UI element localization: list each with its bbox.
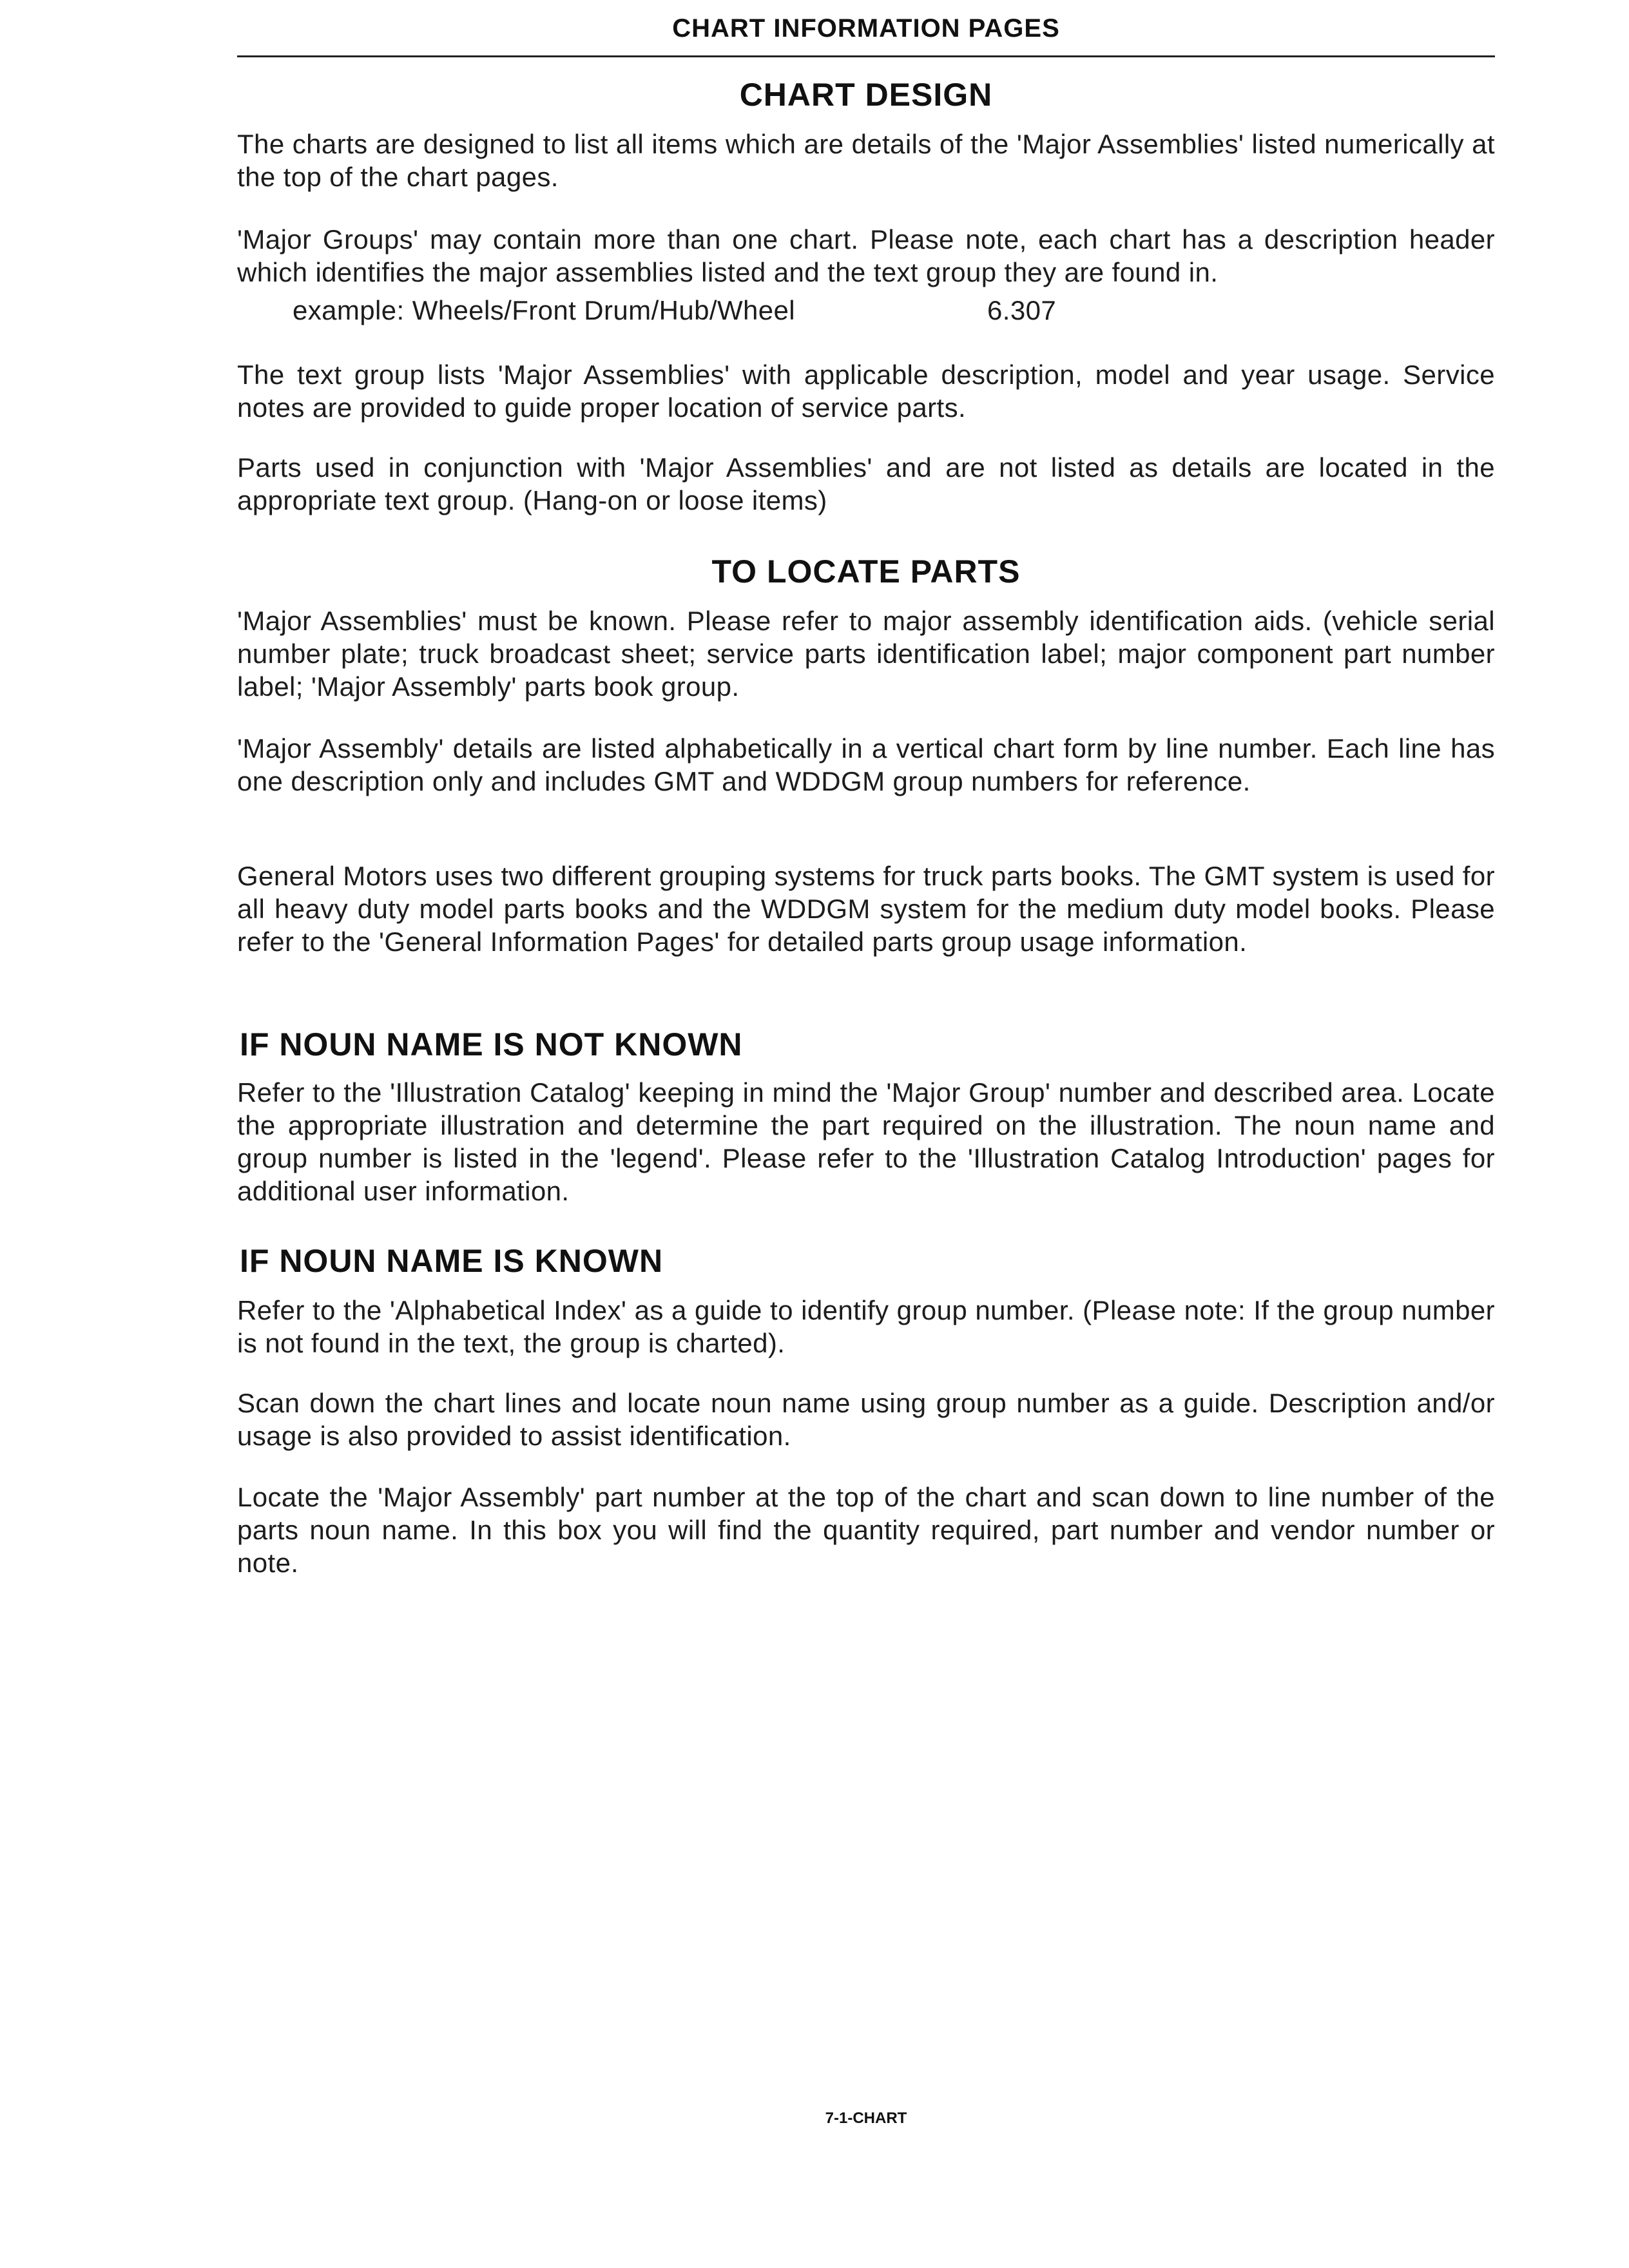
to-locate-parts-paragraph-3: General Motors uses two different grouping systems for truck parts books. The GMT system is used for all heavy duty model parts books and the WDDGM system for the medium duty model books. Please refer to the 'General Information Pages' for detailed parts group usage information. [237, 861, 1495, 957]
noun-known-heading: IF NOUN NAME IS KNOWN [240, 1243, 664, 1279]
noun-not-known-heading: IF NOUN NAME IS NOT KNOWN [240, 1026, 743, 1062]
to-locate-parts-paragraph-2: 'Major Assembly' details are listed alphabetically in a vertical chart form by line number. Each line has one description only and includes GMT and WDDGM group numbers for reference. [237, 733, 1495, 796]
noun-known-paragraph-3: Locate the 'Major Assembly' part number at the top of the chart and scan down to line number of the parts noun name. In this box you will find the quantity required, part number and vendor number or note. [237, 1482, 1495, 1578]
noun-known-paragraph-1: Refer to the 'Alphabetical Index' as a guide to identify group number. (Please note: If the group number is not found in the text, the group is charted). [237, 1295, 1495, 1358]
running-title: CHART INFORMATION PAGES [672, 14, 1060, 43]
example-text: example: Wheels/Front Drum/Hub/Wheel [293, 295, 795, 325]
to-locate-parts-paragraph-1: 'Major Assemblies' must be known. Please refer to major assembly identification aids. (vehicle serial number plate; truck broadcast sheet; service parts identification label; major component part number label; 'Major Assembly' parts book group. [237, 606, 1495, 702]
example-value: 6.307 [987, 295, 1057, 325]
noun-not-known-paragraph-1: Refer to the 'Illustration Catalog' keeping in mind the 'Major Group' number and described area. Locate the appropriate illustration and determine the part required on the illustration. The noun name and group number is listed in the 'legend'. Please refer to the 'Illustration Catalog Introduction' pages for additional user information. [237, 1077, 1495, 1206]
chart-design-paragraph-1: The charts are designed to list all items which are details of the 'Major Assemblies' listed numerically at the top of the chart pages. [237, 129, 1495, 192]
header-rule [237, 55, 1495, 57]
chart-design-paragraph-4: Parts used in conjunction with 'Major Assemblies' and are not listed as details are located in the appropriate text group. (Hang-on or loose items) [237, 452, 1495, 515]
to-locate-parts-heading: TO LOCATE PARTS [711, 553, 1021, 590]
noun-known-paragraph-2: Scan down the chart lines and locate noun name using group number as a guide. Description and/or usage is also provided to assist identification. [237, 1388, 1495, 1451]
page-footer-id: 7-1-CHART [825, 2109, 907, 2127]
chart-design-heading: CHART DESIGN [739, 77, 993, 113]
chart-design-paragraph-2: 'Major Groups' may contain more than one chart. Please note, each chart has a description header which identifies the major assemblies listed and the text group they are found in. [237, 224, 1495, 287]
chart-design-paragraph-3: The text group lists 'Major Assemblies' with applicable description, model and year usage. Service notes are provided to guide proper location of service parts. [237, 360, 1495, 423]
